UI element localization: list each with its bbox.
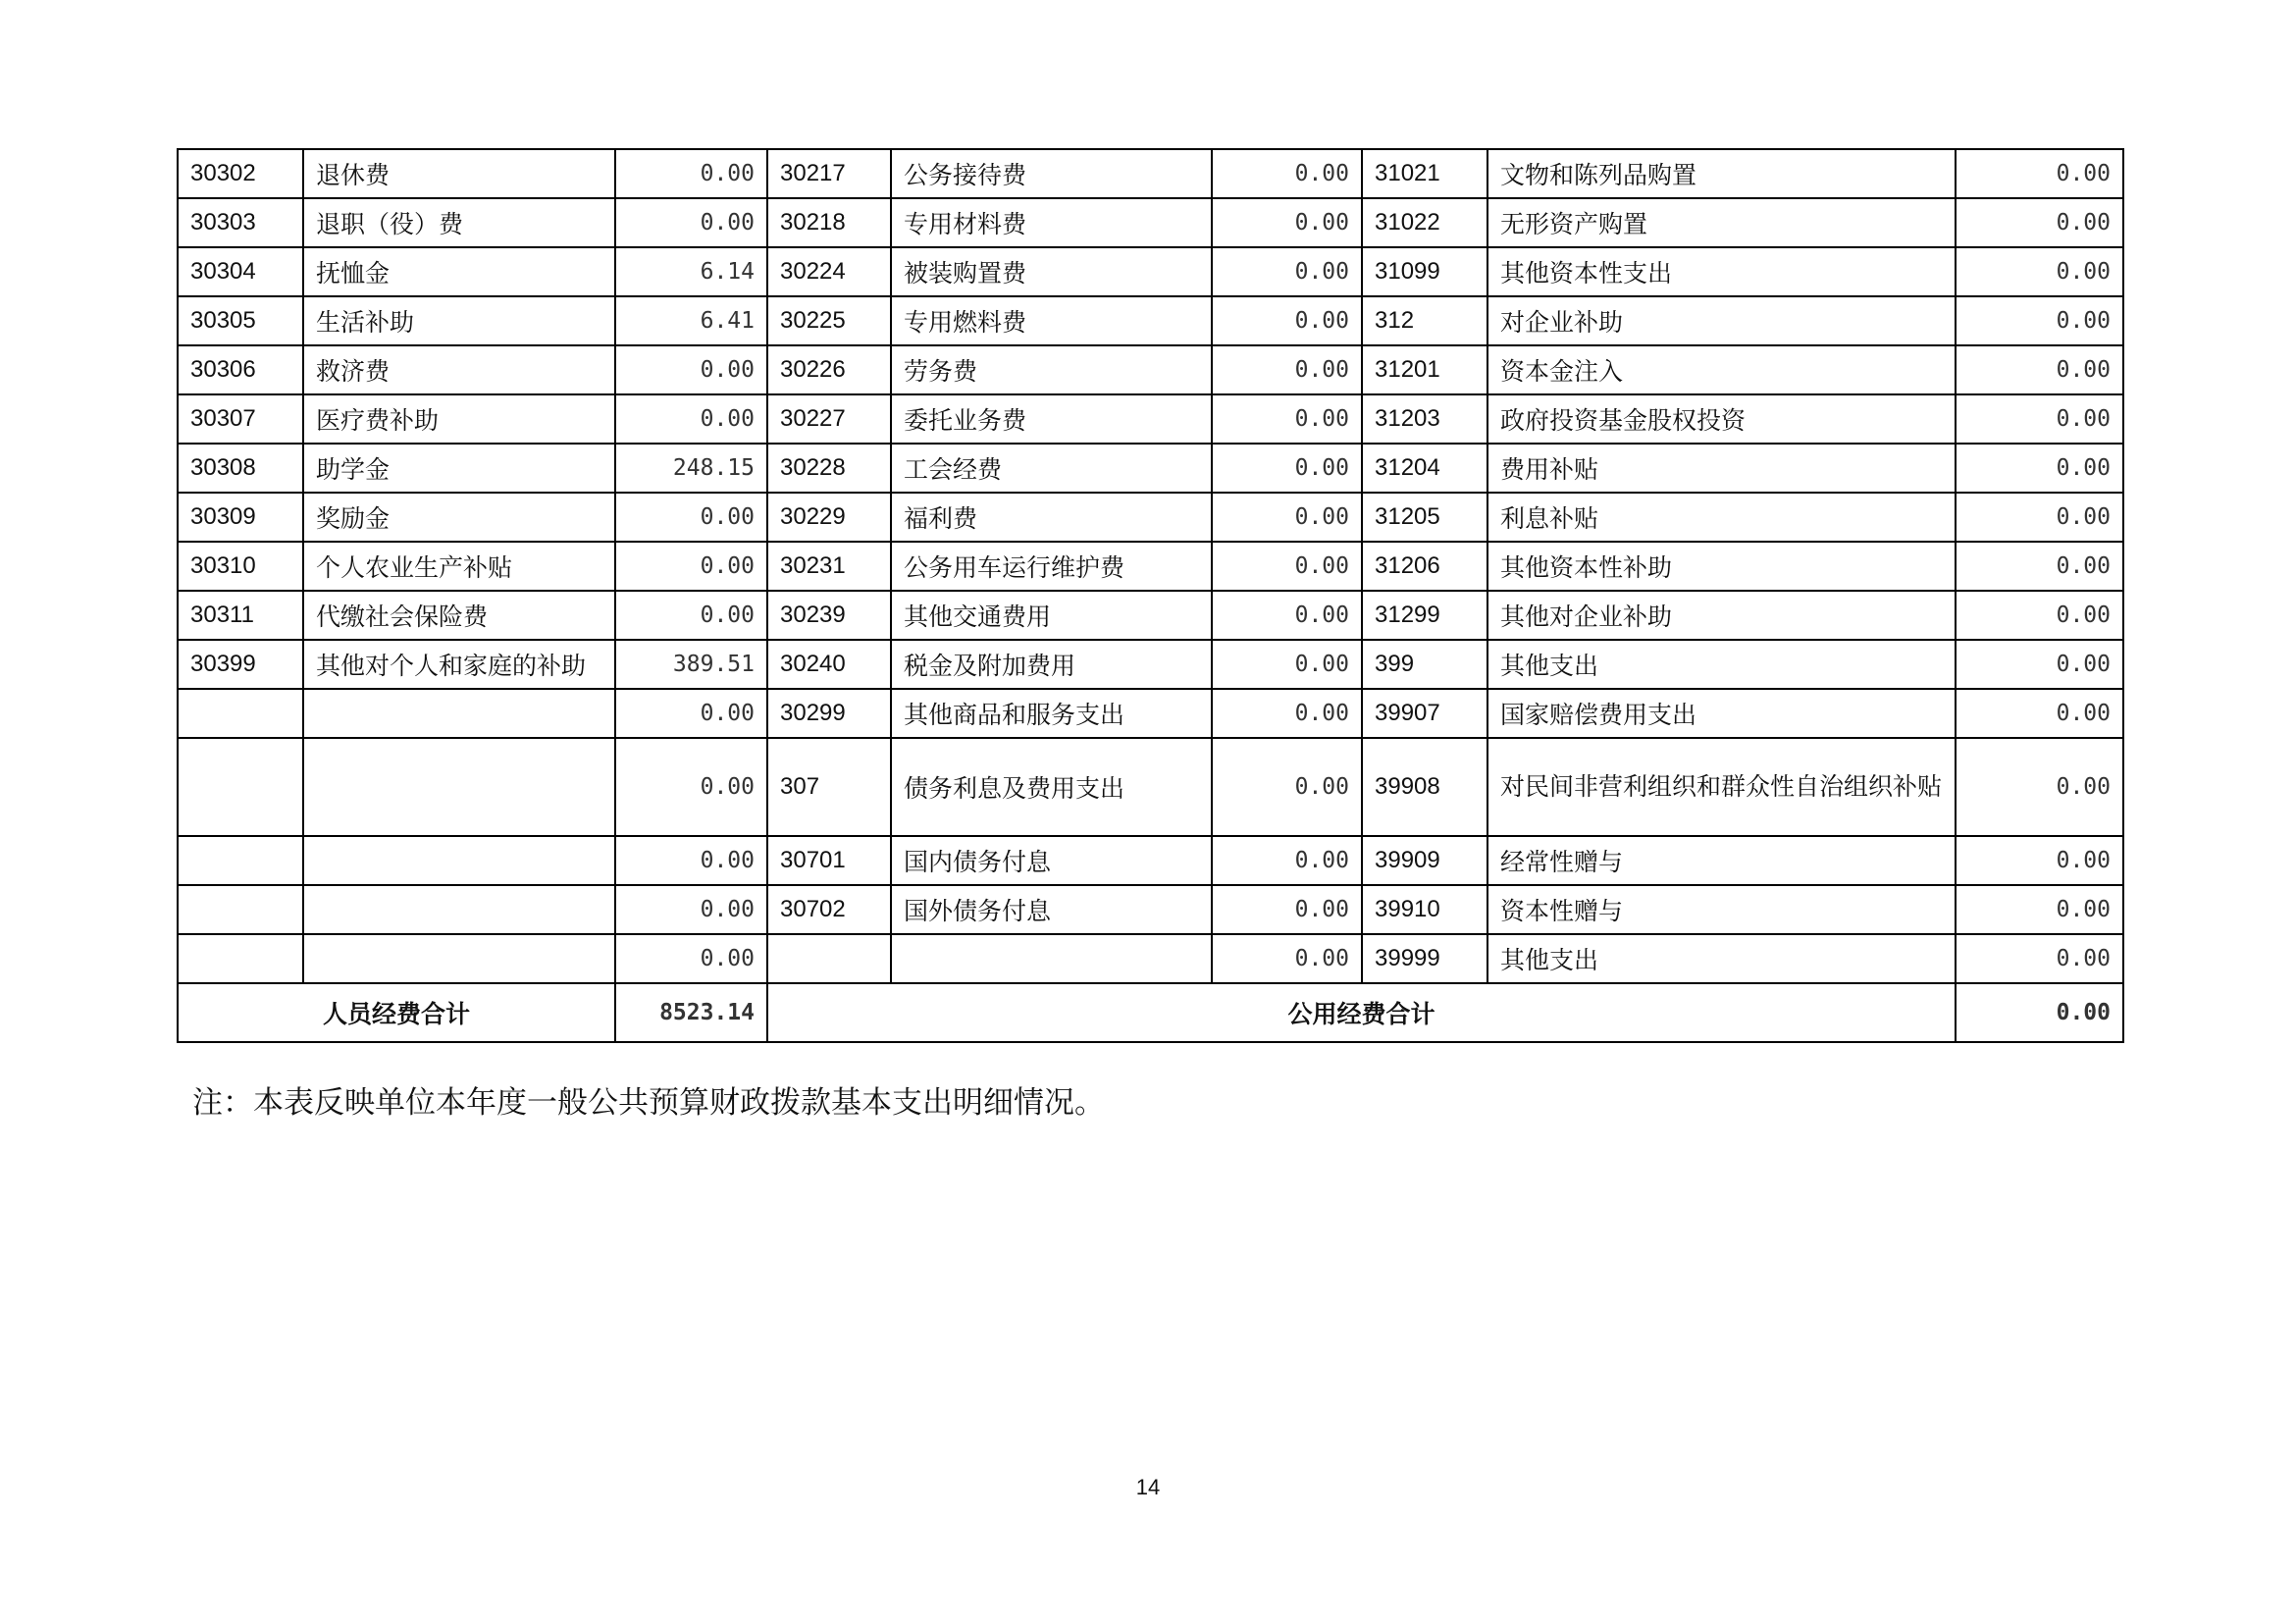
code-cell: 31201 (1362, 345, 1487, 394)
table-row (178, 591, 2123, 640)
table-row (178, 493, 2123, 542)
code-cell: 31022 (1362, 198, 1487, 247)
item-cell: 国外债务付息 (891, 885, 1212, 934)
code-cell: 30225 (767, 296, 891, 345)
page-number: 14 (1135, 1475, 1161, 1499)
code-cell: 30311 (178, 591, 303, 640)
amount-cell: 6.14 (615, 247, 767, 296)
code-cell: 31021 (1362, 149, 1487, 198)
amount-cell: 0.00 (1212, 885, 1362, 934)
amount-cell: 0.00 (615, 885, 767, 934)
amount-cell: 0.00 (615, 345, 767, 394)
amount-cell: 0.00 (615, 934, 767, 983)
item-cell: 助学金 (303, 444, 615, 493)
item-cell: 税金及附加费用 (891, 640, 1212, 689)
code-cell: 30226 (767, 345, 891, 394)
item-cell: 其他对企业补助 (1487, 591, 1956, 640)
item-cell (303, 934, 615, 983)
code-cell: 30701 (767, 836, 891, 885)
item-cell: 对企业补助 (1487, 296, 1956, 345)
item-cell: 抚恤金 (303, 247, 615, 296)
item-cell: 其他交通费用 (891, 591, 1212, 640)
amount-cell: 0.00 (615, 198, 767, 247)
item-cell: 救济费 (303, 345, 615, 394)
amount-cell: 0.00 (615, 394, 767, 444)
amount-cell: 0.00 (1212, 247, 1362, 296)
amount-cell: 0.00 (1212, 345, 1362, 394)
code-cell: 30240 (767, 640, 891, 689)
item-cell: 公务接待费 (891, 149, 1212, 198)
public-total-label: 公用经费合计 (767, 983, 1956, 1042)
table-row (178, 444, 2123, 493)
amount-cell: 0.00 (615, 591, 767, 640)
amount-cell: 0.00 (1956, 247, 2123, 296)
amount-cell: 0.00 (1212, 689, 1362, 738)
table-row (178, 934, 2123, 983)
code-cell (178, 738, 303, 836)
item-cell (891, 934, 1212, 983)
amount-cell: 0.00 (615, 542, 767, 591)
table-row (178, 198, 2123, 247)
amount-cell: 0.00 (1956, 394, 2123, 444)
item-cell: 国家赔偿费用支出 (1487, 689, 1956, 738)
amount-cell: 0.00 (615, 689, 767, 738)
code-cell: 30304 (178, 247, 303, 296)
amount-cell: 0.00 (615, 149, 767, 198)
code-cell: 30239 (767, 591, 891, 640)
table-row (178, 885, 2123, 934)
code-cell: 31203 (1362, 394, 1487, 444)
table-row (178, 640, 2123, 689)
table-note: 注：本表反映单位本年度一般公共预算财政拨款基本支出明细情况。 (192, 1085, 1105, 1121)
code-cell: 39999 (1362, 934, 1487, 983)
amount-cell: 0.00 (1212, 149, 1362, 198)
code-cell: 30702 (767, 885, 891, 934)
item-cell: 退职（役）费 (303, 198, 615, 247)
table-row (178, 247, 2123, 296)
code-cell: 30302 (178, 149, 303, 198)
table-row (178, 836, 2123, 885)
item-cell: 文物和陈列品购置 (1487, 149, 1956, 198)
amount-cell: 0.00 (1956, 640, 2123, 689)
code-cell (178, 934, 303, 983)
code-cell: 39908 (1362, 738, 1487, 836)
code-cell: 30310 (178, 542, 303, 591)
code-cell: 30306 (178, 345, 303, 394)
table-row (178, 149, 2123, 198)
code-cell: 39907 (1362, 689, 1487, 738)
code-cell: 39909 (1362, 836, 1487, 885)
amount-cell: 0.00 (1956, 836, 2123, 885)
code-cell: 30228 (767, 444, 891, 493)
item-cell: 专用材料费 (891, 198, 1212, 247)
amount-cell: 0.00 (615, 836, 767, 885)
code-cell: 31204 (1362, 444, 1487, 493)
personnel-total-value: 8523.14 (615, 983, 767, 1042)
code-cell: 312 (1362, 296, 1487, 345)
code-cell: 30307 (178, 394, 303, 444)
public-total-value: 0.00 (1956, 983, 2123, 1042)
item-cell (303, 689, 615, 738)
amount-cell: 0.00 (1212, 836, 1362, 885)
item-cell: 奖励金 (303, 493, 615, 542)
item-cell: 被装购置费 (891, 247, 1212, 296)
item-cell: 其他资本性支出 (1487, 247, 1956, 296)
code-cell: 30229 (767, 493, 891, 542)
amount-cell: 0.00 (1956, 149, 2123, 198)
code-cell (178, 885, 303, 934)
item-cell: 其他资本性补助 (1487, 542, 1956, 591)
amount-cell: 0.00 (1956, 444, 2123, 493)
item-cell (303, 738, 615, 836)
table-row (178, 296, 2123, 345)
table-row (178, 345, 2123, 394)
code-cell: 30218 (767, 198, 891, 247)
item-cell: 资本性赠与 (1487, 885, 1956, 934)
code-cell: 307 (767, 738, 891, 836)
code-cell: 30231 (767, 542, 891, 591)
item-cell: 公务用车运行维护费 (891, 542, 1212, 591)
amount-cell: 0.00 (1956, 198, 2123, 247)
code-cell: 30299 (767, 689, 891, 738)
total-row (178, 983, 2123, 1042)
item-cell: 专用燃料费 (891, 296, 1212, 345)
code-cell: 31299 (1362, 591, 1487, 640)
code-cell: 30305 (178, 296, 303, 345)
item-cell: 无形资产购置 (1487, 198, 1956, 247)
amount-cell: 248.15 (615, 444, 767, 493)
amount-cell: 0.00 (1956, 689, 2123, 738)
amount-cell: 0.00 (1956, 542, 2123, 591)
amount-cell: 0.00 (1212, 444, 1362, 493)
amount-cell: 0.00 (1956, 493, 2123, 542)
item-cell: 其他商品和服务支出 (891, 689, 1212, 738)
amount-cell: 6.41 (615, 296, 767, 345)
amount-cell: 0.00 (1212, 394, 1362, 444)
code-cell: 30303 (178, 198, 303, 247)
item-cell: 劳务费 (891, 345, 1212, 394)
table-row (178, 542, 2123, 591)
item-cell: 代缴社会保险费 (303, 591, 615, 640)
amount-cell: 389.51 (615, 640, 767, 689)
item-cell: 费用补贴 (1487, 444, 1956, 493)
amount-cell: 0.00 (1212, 542, 1362, 591)
code-cell: 30227 (767, 394, 891, 444)
amount-cell: 0.00 (1956, 296, 2123, 345)
amount-cell: 0.00 (1956, 885, 2123, 934)
item-cell: 退休费 (303, 149, 615, 198)
code-cell: 31206 (1362, 542, 1487, 591)
code-cell: 399 (1362, 640, 1487, 689)
item-cell: 个人农业生产补贴 (303, 542, 615, 591)
amount-cell: 0.00 (615, 493, 767, 542)
amount-cell: 0.00 (1956, 345, 2123, 394)
table-row (178, 394, 2123, 444)
code-cell: 30224 (767, 247, 891, 296)
personnel-total-label: 人员经费合计 (178, 983, 615, 1042)
amount-cell: 0.00 (1212, 738, 1362, 836)
code-cell (178, 836, 303, 885)
code-cell: 30309 (178, 493, 303, 542)
code-cell: 31205 (1362, 493, 1487, 542)
amount-cell: 0.00 (1212, 640, 1362, 689)
item-cell: 资本金注入 (1487, 345, 1956, 394)
amount-cell: 0.00 (1212, 198, 1362, 247)
item-cell (303, 885, 615, 934)
amount-cell: 0.00 (1212, 591, 1362, 640)
item-cell: 其他支出 (1487, 640, 1956, 689)
item-cell: 其他对个人和家庭的补助 (303, 640, 615, 689)
amount-cell: 0.00 (1212, 493, 1362, 542)
amount-cell: 0.00 (1956, 591, 2123, 640)
amount-cell: 0.00 (1212, 934, 1362, 983)
amount-cell: 0.00 (615, 738, 767, 836)
item-cell: 政府投资基金股权投资 (1487, 394, 1956, 444)
item-cell: 债务利息及费用支出 (891, 738, 1212, 836)
item-cell: 其他支出 (1487, 934, 1956, 983)
amount-cell: 0.00 (1956, 738, 2123, 836)
amount-cell: 0.00 (1212, 296, 1362, 345)
item-cell (303, 836, 615, 885)
item-cell: 医疗费补助 (303, 394, 615, 444)
item-cell: 利息补贴 (1487, 493, 1956, 542)
item-cell: 工会经费 (891, 444, 1212, 493)
item-cell: 对民间非营利组织和群众性自治组织补贴 (1487, 738, 1956, 836)
code-cell: 30399 (178, 640, 303, 689)
item-cell: 国内债务付息 (891, 836, 1212, 885)
code-cell: 31099 (1362, 247, 1487, 296)
table-row (178, 689, 2123, 738)
code-cell: 30217 (767, 149, 891, 198)
item-cell: 生活补助 (303, 296, 615, 345)
expenditure-detail-table (177, 148, 2124, 1043)
item-cell: 委托业务费 (891, 394, 1212, 444)
code-cell: 39910 (1362, 885, 1487, 934)
code-cell: 30308 (178, 444, 303, 493)
code-cell (767, 934, 891, 983)
item-cell: 福利费 (891, 493, 1212, 542)
item-cell: 经常性赠与 (1487, 836, 1956, 885)
table-row (178, 738, 2123, 836)
code-cell (178, 689, 303, 738)
table-body (178, 149, 2123, 983)
amount-cell: 0.00 (1956, 934, 2123, 983)
